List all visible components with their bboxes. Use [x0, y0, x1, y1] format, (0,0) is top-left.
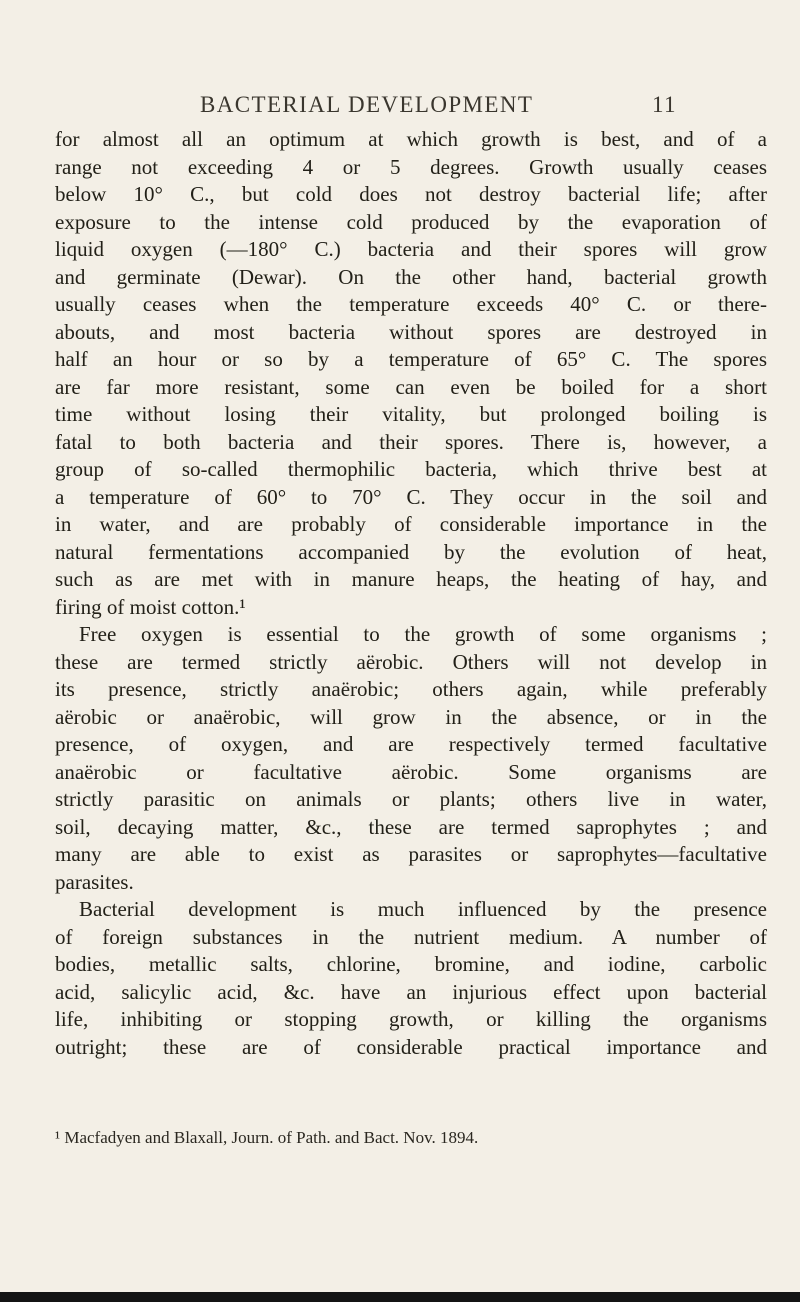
text-line: soil, decaying matter, &c., these are termed saprophytes ; and — [55, 814, 767, 839]
text-line: range not exceeding 4 or 5 degrees. Growth usually ceases — [55, 154, 767, 179]
text-line: aërobic or anaërobic, will grow in the absence, or in the — [55, 704, 767, 729]
text-line: are far more resistant, some can even be boiled for a short — [55, 374, 767, 399]
text-line: exposure to the intense cold produced by the evaporation of — [55, 209, 767, 234]
text-line: strictly parasitic on animals or plants; others live in water, — [55, 787, 767, 811]
text-line: liquid oxygen (—180° C.) bacteria and their spores will grow — [55, 237, 767, 261]
text-line: abouts, and most bacteria without spores are destroyed in — [55, 319, 767, 344]
text-line: presence, of oxygen, and are respectively termed facultative — [55, 732, 767, 756]
text-line: these are termed strictly aërobic. Others will not develop in — [55, 649, 767, 674]
body-text — [55, 126, 767, 1061]
text-line: firing of moist cotton.¹ — [55, 594, 246, 619]
text-line: half an hour or so by a temperature of 65° C. The spores — [55, 347, 767, 371]
text-line: many are able to exist as parasites or saprophytes—facultative — [55, 842, 767, 866]
text-line: anaërobic or facultative aërobic. Some organisms are — [55, 759, 767, 784]
text-line: parasites. — [55, 869, 134, 894]
text-line: below 10° C., but cold does not destroy bacterial life; after — [55, 182, 767, 206]
text-line: acid, salicylic acid, &c. have an injurious effect upon bacterial — [55, 979, 767, 1004]
text-line: group of so-called thermophilic bacteria, which thrive best at — [55, 457, 767, 481]
text-line: bodies, metallic salts, chlorine, bromine, and iodine, carbolic — [55, 952, 767, 976]
text-line: Bacterial development is much influenced by the presence — [79, 897, 767, 921]
text-line: fatal to both bacteria and their spores. There is, however, a — [55, 429, 767, 454]
text-line: outright; these are of considerable practical importance and — [55, 1034, 767, 1059]
text-line: such as are met with in manure heaps, the heating of hay, and — [55, 567, 767, 591]
text-line: Free oxygen is essential to the growth of some organisms ; — [79, 622, 767, 646]
text-line: a temperature of 60° to 70° C. They occur in the soil and — [55, 484, 767, 509]
text-line: for almost all an optimum at which growth is best, and of a — [55, 127, 767, 151]
page-edge-shadow — [0, 1292, 800, 1302]
text-line: life, inhibiting or stopping growth, or killing the organisms — [55, 1007, 767, 1031]
text-line: in water, and are probably of considerable importance in the — [55, 512, 767, 536]
text-line: its presence, strictly anaërobic; others again, while preferably — [55, 677, 767, 701]
footnote: ¹ Macfadyen and Blaxall, Journ. of Path. and Bact. Nov. 1894. — [55, 1128, 479, 1147]
page-number: 11 — [652, 92, 677, 117]
chapter-title: BACTERIAL DEVELOPMENT — [200, 92, 534, 117]
text-line: natural fermentations accompanied by the evolution of heat, — [55, 539, 767, 564]
text-line: of foreign substances in the nutrient medium. A number of — [55, 924, 767, 949]
text-line: usually ceases when the temperature exceeds 40° C. or there- — [55, 292, 767, 316]
text-line: time without losing their vitality, but prolonged boiling is — [55, 402, 767, 426]
text-line: and germinate (Dewar). On the other hand, bacterial growth — [55, 264, 767, 289]
